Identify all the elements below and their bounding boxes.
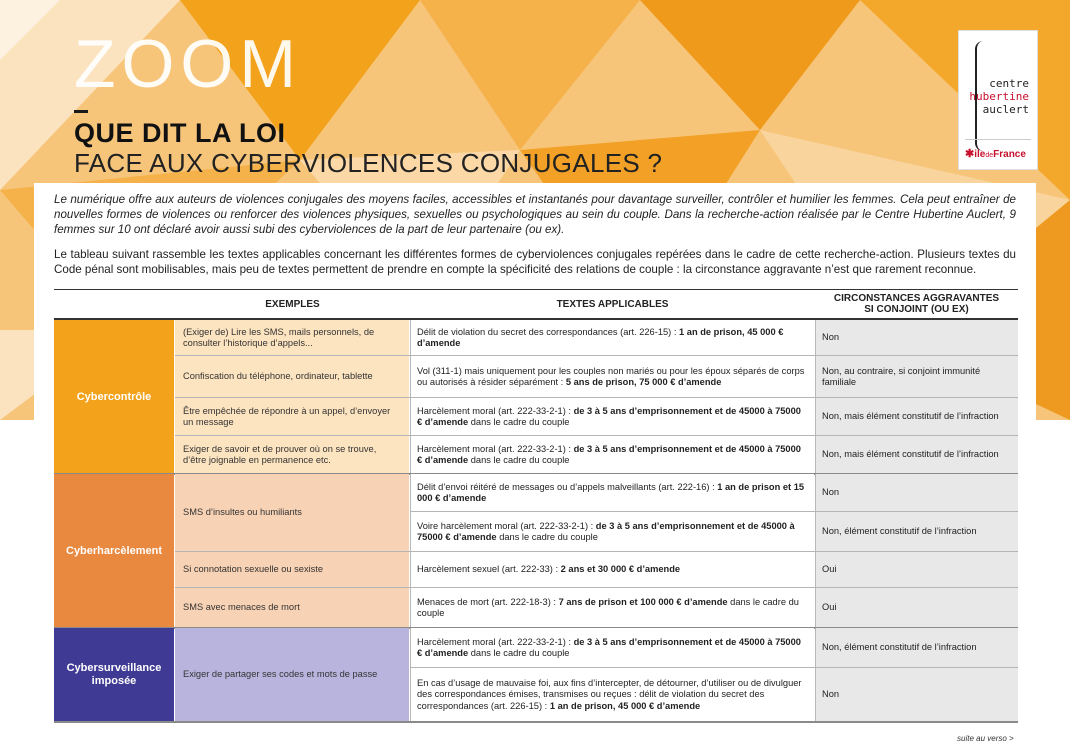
circumstance-text: Non, élément constitutif de l’infraction xyxy=(822,642,977,653)
example-cell xyxy=(175,552,409,588)
law-reference: Harcèlement moral (art. 222-33-2-1) : xyxy=(417,636,571,647)
header-circumstances-line1: CIRCONSTANCES AGGRAVANTES xyxy=(833,293,1000,304)
law-reference: Menaces de mort (art. 222-18-3) : xyxy=(417,596,556,607)
circumstance-text: Non, élément constitutif de l’infraction xyxy=(822,526,977,537)
circumstance-cell xyxy=(815,552,1018,588)
law-reference: Harcèlement sexuel (art. 222-33) : xyxy=(417,564,559,575)
zoom-title: ZOOM xyxy=(74,26,302,102)
penalty: 1 an de prison, 45 000 € d’amende xyxy=(417,326,784,348)
penalty-context: dans le cadre du couple xyxy=(470,455,570,465)
applicable-text-cell xyxy=(410,588,814,628)
example-text: SMS d’insultes ou humiliants xyxy=(183,507,302,518)
circumstance-text: Oui xyxy=(822,602,837,613)
footer-continue: suite au verso > xyxy=(957,734,1014,743)
penalty-context: dans le cadre du couple xyxy=(470,417,570,427)
law-reference: Harcèlement moral (art. 222-33-2-1) : xyxy=(417,405,571,416)
applicable-text xyxy=(417,637,808,660)
example-text: Exiger de partager ses codes et mots de passe xyxy=(183,669,378,680)
hubertine-logo xyxy=(958,30,1038,170)
applicable-text-cell xyxy=(410,436,814,474)
logo-divider xyxy=(965,139,1031,140)
applicable-text xyxy=(417,521,808,544)
applicable-text xyxy=(417,564,680,576)
example-cell xyxy=(175,436,409,474)
logo-line2: hubertine xyxy=(969,90,1029,103)
applicable-text xyxy=(417,597,808,620)
applicable-text xyxy=(417,678,808,713)
circumstance-text: Non xyxy=(822,332,840,343)
category-0: Cybercontrôle xyxy=(54,320,174,474)
penalty-context: dans le cadre du couple xyxy=(499,532,598,542)
page-subtitle: FACE AUX CYBERVIOLENCES CONJUGALES ? xyxy=(74,148,663,178)
applicable-text-cell xyxy=(410,356,814,398)
circumstance-text: Oui xyxy=(822,564,837,575)
circumstance-cell xyxy=(815,436,1018,474)
penalty: 2 ans et 30 000 € d’amende xyxy=(560,564,681,575)
header-circumstances xyxy=(815,289,1018,319)
circumstance-cell xyxy=(815,668,1018,722)
example-text: Confiscation du téléphone, ordinateur, tablette xyxy=(183,371,373,382)
example-cell xyxy=(175,588,409,628)
circumstance-cell xyxy=(815,398,1018,436)
category-2: Cybersurveillance imposée xyxy=(54,628,174,722)
header-texts: TEXTES APPLICABLES xyxy=(556,298,669,310)
penalty: 5 ans de prison, 75 000 € d’amende xyxy=(565,377,722,387)
applicable-text-cell xyxy=(410,552,814,588)
penalty-context: dans le cadre du couple xyxy=(470,648,570,658)
law-reference: En cas d’usage de mauvaise foi, aux fins d’intercepter, de détourner, d’utiliser ou de divulguer des correspondances émises, transmises ou reçues : délit de violation du secret des correspondances (art. 226-15) : xyxy=(417,677,802,711)
circumstance-text: Non xyxy=(822,487,840,498)
example-cell xyxy=(175,356,409,398)
circumstance-text: Non xyxy=(822,689,840,700)
penalty: de 3 à 5 ans d’emprisonnement et de 45000 à 75000 € d’amende xyxy=(417,405,801,427)
page-title: QUE DIT LA LOI xyxy=(74,118,286,148)
header-examples: EXEMPLES xyxy=(265,298,320,310)
applicable-text xyxy=(417,444,808,467)
circumstance-text: Non, au contraire, si conjoint immunité familiale xyxy=(822,365,981,387)
circumstance-cell xyxy=(815,356,1018,398)
law-reference: Délit d’envoi réitéré de messages ou d’appels malveillants (art. 222-16) : xyxy=(417,481,715,492)
logo-line1: centre xyxy=(989,77,1029,90)
title-dash xyxy=(74,110,88,113)
circumstance-cell xyxy=(815,474,1018,512)
penalty: 1 an de prison et 15 000 € d’amende xyxy=(417,481,805,503)
law-reference: Délit de violation du secret des correspondances (art. 226-15) : xyxy=(417,326,677,337)
intro-paragraph-1: Le numérique offre aux auteurs de violences conjugales des moyens faciles, accessibles et instantanés pour davantage surveiller, contrôler et humilier les femmes. Cela peut entraîner de nouvelles formes de violences ou renforcer des violences physiques, sexuelles ou psychologiques au sein du couple. Dans la recherche-action réalisée par le Centre Hubertine Auclert, 9 femmes sur 10 ont déclaré avoir aussi subi des cyberviolences de la part de leur partenaire (ou ex). xyxy=(54,193,1016,236)
law-reference: Vol (311-1) mais uniquement pour les couples non mariés ou pour les époux séparés de corps ou autorisés à résider séparément : xyxy=(417,365,805,387)
penalty: 7 ans de prison et 100 000 € d’amende xyxy=(558,596,728,607)
example-cell xyxy=(175,398,409,436)
example-cell xyxy=(175,474,409,552)
applicable-text xyxy=(417,406,808,429)
applicable-text xyxy=(417,327,808,350)
ile-de-france-logo: ✱iledeFrance xyxy=(965,148,1026,160)
penalty-context: dans le cadre du couple xyxy=(417,596,799,618)
star-icon: ✱ xyxy=(965,148,975,160)
applicable-text xyxy=(417,482,808,505)
law-reference: Harcèlement moral (art. 222-33-2-1) : xyxy=(417,443,571,454)
applicable-text-cell xyxy=(410,512,814,552)
intro-paragraph-2: Le tableau suivant rassemble les textes applicables concernant les différentes formes de cyberviolences conjugales repérées dans le cadre de cette recherche-action. Plusieurs textes du Code pénal sont mobilisables, mais peu de textes permettent de prendre en compte la spécificité des relations de couple : la circonstance aggravante n’est que rarement reconnue. xyxy=(54,248,1016,276)
circumstance-cell xyxy=(815,512,1018,552)
applicable-text-cell xyxy=(410,628,814,668)
circumstance-text: Non, mais élément constitutif de l’infraction xyxy=(822,449,999,460)
example-text: Être empêchée de répondre à un appel, d’envoyer un message xyxy=(183,405,391,427)
example-text: Exiger de savoir et de prouver où on se trouve, d’être joignable en permanence etc. xyxy=(183,443,377,465)
circumstance-cell xyxy=(815,588,1018,628)
penalty: de 3 à 5 ans d’emprisonnement et de 45000 à 75000 € d’amende xyxy=(417,443,801,465)
category-1: Cyberharcèlement xyxy=(54,474,174,628)
penalty: de 3 à 5 ans d’emprisonnement et de 45000 à 75000 € d’amende xyxy=(417,520,795,542)
penalty: de 3 à 5 ans d’emprisonnement et de 45000 à 75000 € d’amende xyxy=(417,636,801,658)
law-reference: Voire harcèlement moral (art. 222-33-2-1) : xyxy=(417,520,594,531)
applicable-text-cell xyxy=(410,474,814,512)
example-cell xyxy=(175,320,409,356)
applicable-text-cell xyxy=(410,320,814,356)
example-text: Si connotation sexuelle ou sexiste xyxy=(183,564,324,575)
example-text: SMS avec menaces de mort xyxy=(183,602,300,613)
penalty: 1 an de prison, 45 000 € d’amende xyxy=(549,700,701,711)
applicable-text xyxy=(417,366,808,389)
group-separator xyxy=(54,721,1018,723)
example-cell xyxy=(175,628,409,722)
example-text: (Exiger de) Lire les SMS, mails personnels, de consulter l’historique d’appels... xyxy=(183,326,375,348)
circumstance-text: Non, mais élément constitutif de l’infraction xyxy=(822,411,999,422)
circumstance-cell xyxy=(815,320,1018,356)
applicable-text-cell xyxy=(410,398,814,436)
applicable-text-cell xyxy=(410,668,814,722)
circumstance-cell xyxy=(815,628,1018,668)
header-circumstances-line2: SI CONJOINT (OU EX) xyxy=(864,304,969,315)
logo-line3: auclert xyxy=(982,103,1029,116)
